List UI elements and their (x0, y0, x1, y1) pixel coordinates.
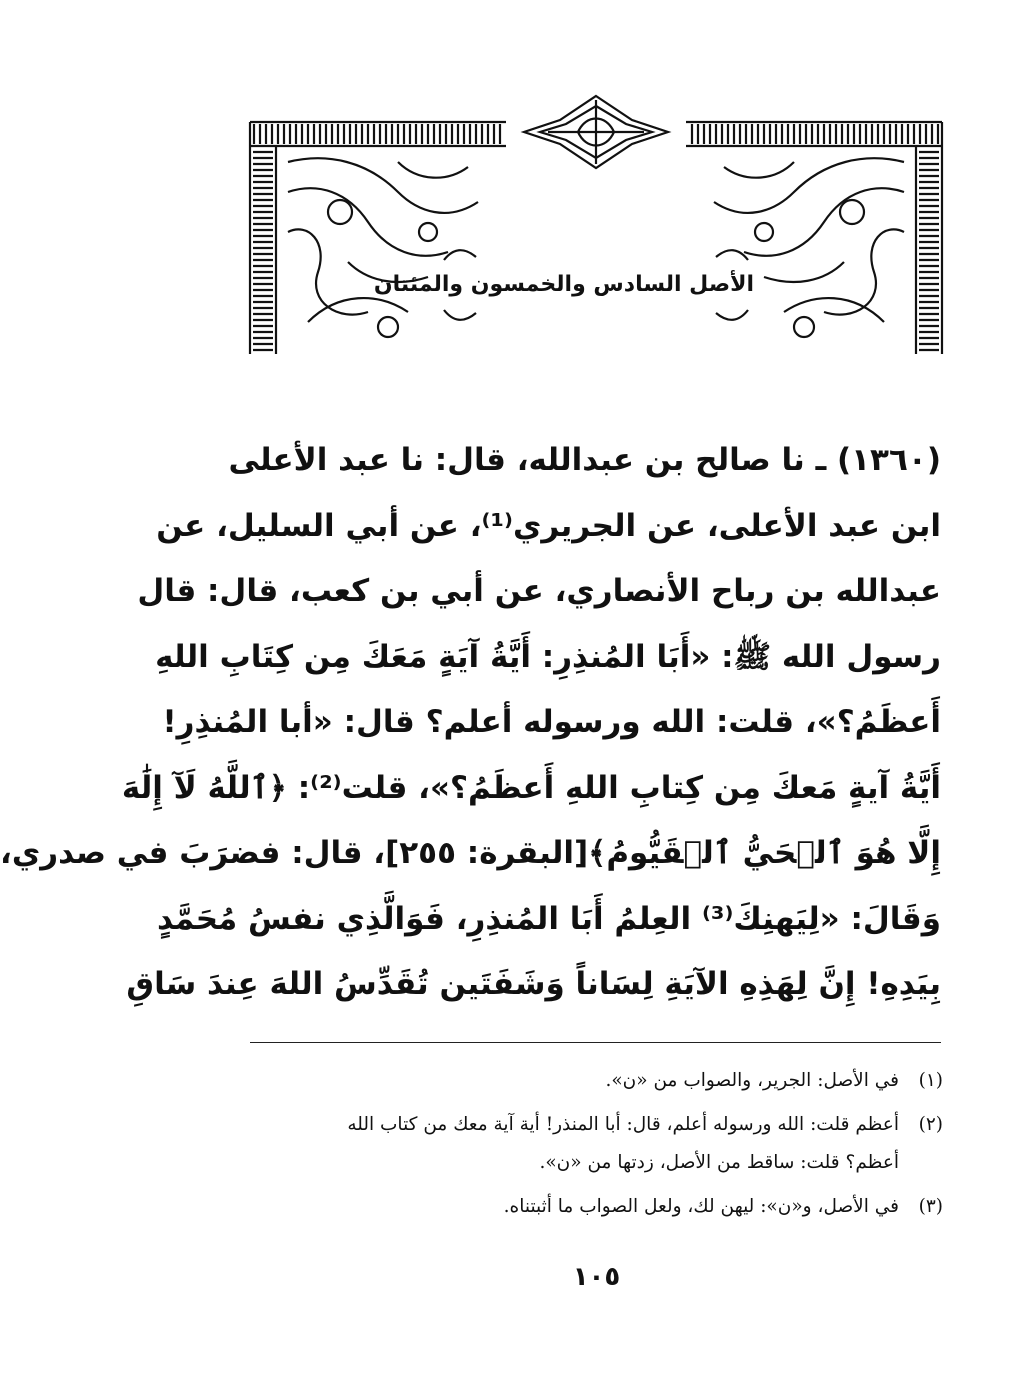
chapter-header-ornament (248, 92, 944, 362)
footnote-text (250, 1188, 899, 1226)
text-line: بِيَدِهِ! إِنَّ لِهَذِهِ الآيَةِ لِسَاناً وَشَفَتَين تُقَدِّسُ اللهَ عِندَ سَاقِ (126, 966, 941, 1002)
footnote-divider (250, 1042, 941, 1043)
footnote-line: في الأصل، و«ن»: ليهن لك، ولعل الصواب ما أثبتناه. (503, 1196, 899, 1217)
footnote-text (250, 1062, 899, 1100)
page-number: ١٠٥ (572, 1262, 621, 1292)
chapter-title: الأصل السادس والخمسون والمئتان (373, 272, 754, 297)
footnote-number: (١) (918, 1070, 943, 1091)
footnote-number: (٣) (918, 1196, 943, 1217)
text-line: رسول الله ﷺ: «أَبَا المُنذِرِ: أَيَّةُ آيَةٍ مَعَكَ مِن كِتَابِ اللهِ (155, 638, 941, 675)
footnotes (250, 1062, 943, 1232)
text-line: وَقَالَ: «لِيَهنِكَ⁽³⁾ العِلمُ أَبَا المُنذِرِ، فَوَالَّذِي نفسُ مُحَمَّدٍ (157, 900, 941, 937)
arabesque-ornament-icon (248, 92, 944, 362)
text-line: (١٣٦٠) ـ نا صالح بن عبدالله، قال: نا عبد الأعلى (228, 442, 941, 478)
text-line: عبدالله بن رباح الأنصاري، عن أبي بن كعب، قال: قال (137, 573, 941, 609)
text-line: أَعظَمُ؟»، قلت: الله ورسوله أعلم؟ قال: «أبا المُنذِرِ! (162, 704, 941, 740)
footnote-line: أعظم قلت: الله ورسوله أعلم، قال: أبا المنذر! أية آية معك من كتاب الله (347, 1114, 899, 1135)
footnote-number: (٢) (918, 1114, 943, 1135)
footnote (250, 1188, 943, 1226)
hadith-text (0, 428, 941, 1018)
footnote-line: في الأصل: الجرير، والصواب من «ن». (605, 1070, 899, 1091)
text-line: أَيَّةُ آيةٍ مَعكَ مِن كِتابِ اللهِ أَعظَمُ؟»، قلت⁽²⁾: ﴿ٱللَّهُ لَآ إِلَٰهَ (121, 769, 941, 806)
text-line: ابن عبد الأعلى، عن الجريري⁽¹⁾، عن أبي السليل، عن (156, 507, 941, 544)
footnote-line: أعظم؟ قلت: ساقط من الأصل، زدتها من «ن». (539, 1152, 899, 1173)
footnote (250, 1106, 943, 1182)
footnote-text (250, 1106, 899, 1182)
text-line: إِلَّا هُوَ ٱلۡحَيُّ ٱلۡقَيُّومُ﴾[البقرة: ٢٥٥]، قال: فضرَبَ في صدري، (0, 835, 941, 871)
footnote (250, 1062, 943, 1100)
